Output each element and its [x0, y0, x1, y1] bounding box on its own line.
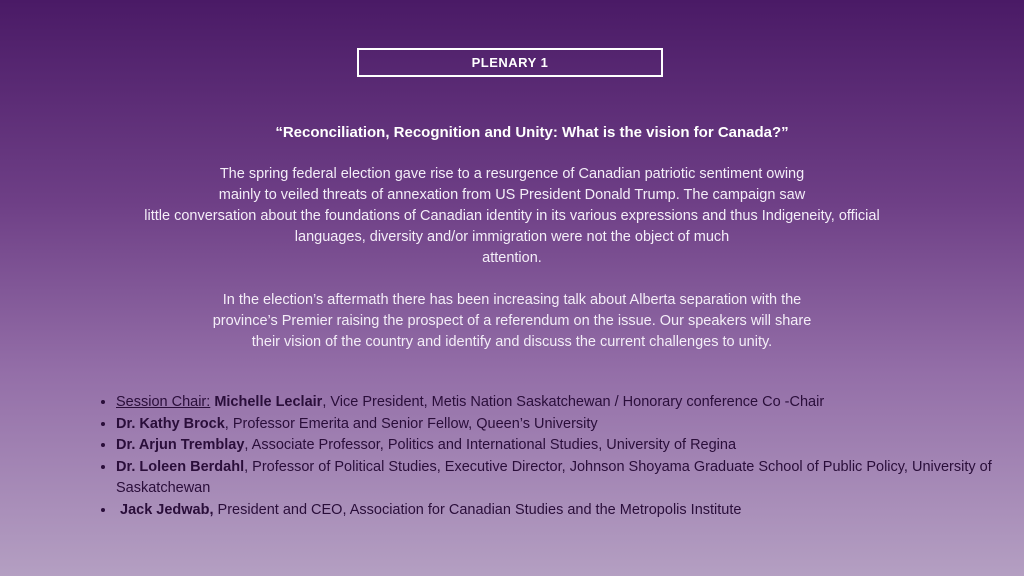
session-title: “Reconciliation, Recognition and Unity: What is the vision for Canada?”: [275, 124, 789, 141]
paragraph-line: The spring federal election gave rise to a resurgence of Canadian patriotic sentiment owing: [219, 166, 805, 182]
speaker-item: [116, 414, 996, 436]
speaker-item: [116, 392, 996, 414]
speaker-role: President and CEO, Association for Canadian Studies and the Metropolis Institute: [213, 501, 742, 518]
speaker-name: Dr. Arjun Tremblay: [116, 437, 245, 453]
speaker-role: , Professor Emerita and Senior Fellow, Queen’s University: [224, 415, 598, 432]
speaker-list: [100, 392, 996, 521]
speaker-role: , Associate Professor, Politics and International Studies, University of Regina: [244, 437, 737, 453]
speaker-name: Dr. Loleen Berdahl: [116, 458, 245, 475]
paragraph-line: little conversation about the foundations of Canadian identity in its various expressions and thus Indigeneity, official: [144, 208, 880, 224]
speaker-name: Jack Jedwab,: [120, 501, 214, 518]
paragraph-line: In the election’s aftermath there has been increasing talk about Alberta separation with the: [222, 292, 802, 308]
description-paragraph-2: [60, 290, 964, 353]
paragraph-line: mainly to veiled threats of annexation from US President Donald Trump. The campaign saw: [218, 187, 806, 203]
session-chair-label: Session Chair:: [116, 394, 211, 410]
speaker-role: , Professor of Political Studies, Executive Director, Johnson Shoyama Graduate School of Public Policy, University of Saskatchewan: [116, 458, 992, 496]
paragraph-line: their vision of the country and identify and discuss the current challenges to unity.: [251, 334, 773, 350]
paragraph-line: attention.: [482, 250, 542, 266]
paragraph-line: province’s Premier raising the prospect of a referendum on the issue. Our speakers will share: [212, 313, 812, 329]
description-paragraph-1: [60, 164, 964, 269]
speaker-item: [116, 500, 996, 522]
speaker-name: Michelle Leclair: [214, 394, 323, 410]
speaker-item: [116, 435, 996, 457]
plenary-badge: PLENARY 1: [357, 48, 663, 77]
speaker-item: [116, 457, 996, 500]
speaker-name: Dr. Kathy Brock: [116, 415, 225, 432]
speaker-role: , Vice President, Metis Nation Saskatchewan / Honorary conference Co -Chair: [322, 394, 825, 410]
paragraph-line: languages, diversity and/or immigration were not the object of much: [294, 229, 730, 245]
